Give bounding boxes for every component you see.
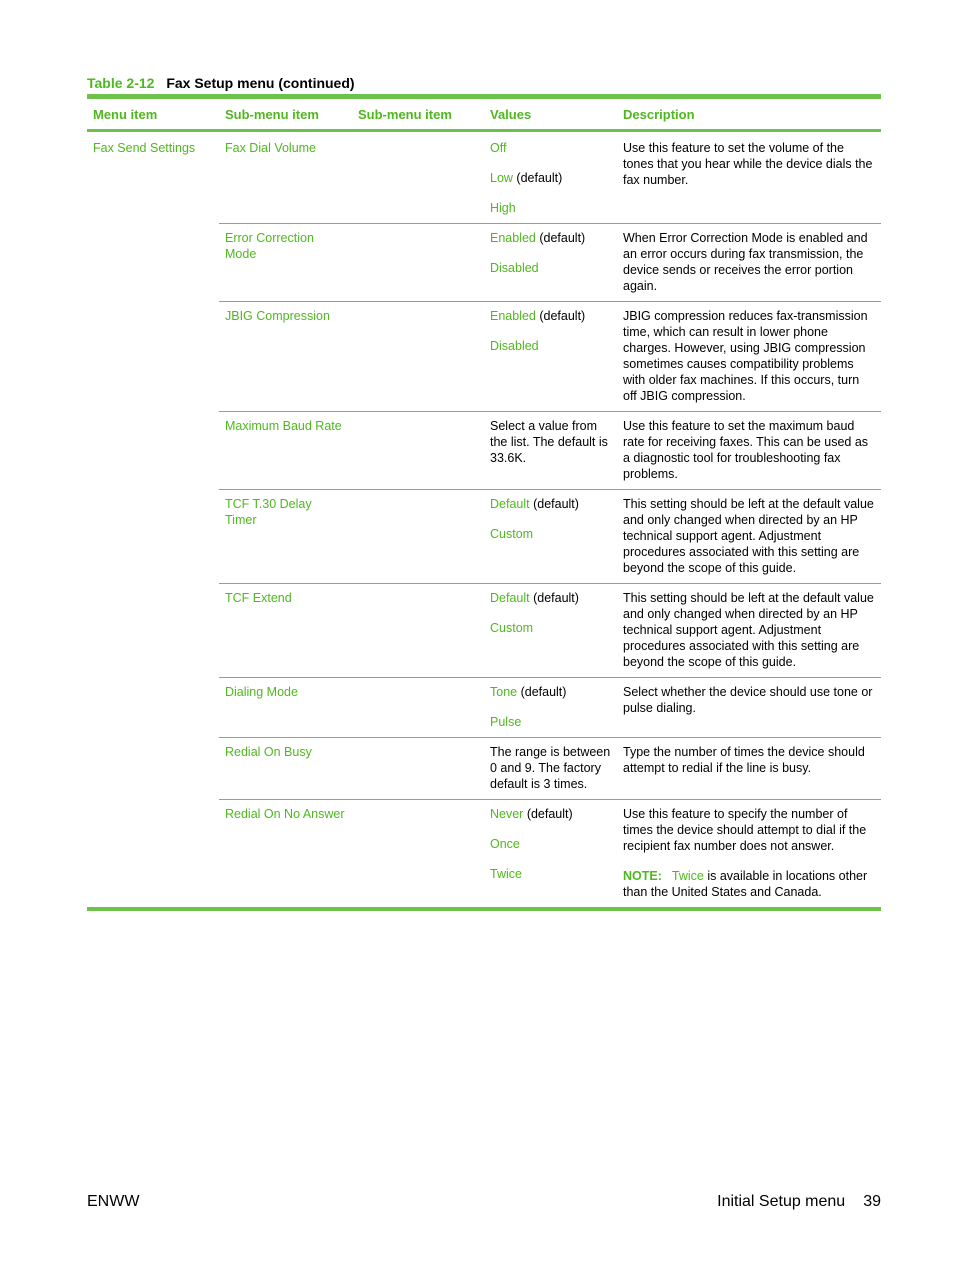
footer-left: ENWW [87, 1193, 140, 1210]
sub-menu-cell [219, 224, 352, 302]
value-option-link[interactable]: Default [490, 497, 530, 511]
header-menu-item: Menu item [93, 106, 158, 122]
sub-menu-cell-2 [352, 131, 484, 224]
sub-menu-cell [219, 738, 352, 800]
note-text: is available in locations other than the United States and Canada. [623, 869, 868, 899]
value-option [490, 496, 611, 512]
values-cell [484, 224, 617, 302]
value-option [490, 230, 611, 246]
values-cell [484, 490, 617, 584]
sub-menu-item-link[interactable]: Error Correction Mode [225, 231, 314, 261]
table-row [87, 584, 881, 678]
value-option-link[interactable]: Disabled [490, 339, 539, 353]
description-text: Use this feature to set the maximum baud rate for receiving faxes. This can be used as a diagnostic tool for troubleshooting fax problems. [623, 419, 869, 481]
menu-item-cell [87, 302, 219, 412]
description-text: JBIG compression reduces fax-transmission time, which can result in lower phone charges. However, using JBIG compression sometimes causes compatibility problems with older fax machines. If this occurs, turn off JBIG compression. [623, 309, 868, 403]
value-option-link[interactable]: Default [490, 591, 530, 605]
sub-menu-cell [219, 490, 352, 584]
menu-item-cell [87, 738, 219, 800]
value-option-link[interactable]: Tone [490, 685, 518, 699]
value-option-suffix: (default) [523, 807, 573, 821]
sub-menu-cell-2 [352, 302, 484, 412]
sub-menu-cell [219, 131, 352, 224]
description-text: Select whether the device should use tone or pulse dialing. [623, 685, 873, 715]
values-cell [484, 302, 617, 412]
sub-menu-item-link[interactable]: TCF Extend [225, 591, 292, 605]
values-cell [484, 678, 617, 738]
value-option [490, 338, 611, 354]
table-number: Table 2-12 [87, 75, 155, 91]
table-row [87, 302, 881, 412]
description-text: When Error Correction Mode is enabled and an error occurs during fax transmission, the device sends or receives the error portion again. [623, 231, 868, 293]
sub-menu-cell-2 [352, 412, 484, 490]
sub-menu-cell [219, 678, 352, 738]
description-text: This setting should be left at the default value and only changed when directed by an HP technical support agent. Adjustment procedures associated with this setting are beyond the scope of this guide. [623, 497, 874, 575]
value-option [490, 200, 611, 216]
header-row [87, 99, 881, 131]
note-term-link[interactable]: Twice [671, 869, 704, 883]
description-cell [617, 224, 881, 302]
values-cell [484, 800, 617, 908]
value-option [490, 684, 611, 700]
header-sub-menu-item-2: Sub-menu item [358, 106, 452, 122]
description-cell [617, 800, 881, 908]
menu-item-cell [87, 490, 219, 584]
value-option [490, 170, 611, 186]
menu-item-cell [87, 584, 219, 678]
sub-menu-cell-2 [352, 678, 484, 738]
description-text: Type the number of times the device should attempt to redial if the line is busy. [623, 745, 865, 775]
value-option-suffix: (default) [535, 309, 586, 323]
description-text: This setting should be left at the default value and only changed when directed by an HP technical support agent. Adjustment procedures associated with this setting are beyond the scope of this guide. [623, 591, 874, 669]
value-option-suffix: (default) [517, 685, 567, 699]
description-text: Use this feature to specify the number of times the device should attempt to dial if the recipient fax number does not answer. [623, 807, 867, 853]
values-cell [484, 584, 617, 678]
sub-menu-item-link[interactable]: Maximum Baud Rate [225, 419, 342, 433]
sub-menu-cell-2 [352, 584, 484, 678]
table-title: Fax Setup menu (continued) [166, 75, 355, 91]
value-option [490, 714, 611, 730]
description-cell [617, 678, 881, 738]
note-label: NOTE: [623, 869, 662, 883]
header-sub-menu-item-1: Sub-menu item [225, 106, 319, 122]
value-option [490, 260, 611, 276]
values-cell [484, 412, 617, 490]
value-option-link[interactable]: Disabled [490, 261, 539, 275]
header-values: Values [490, 106, 532, 122]
values-text: The range is between 0 and 9. The factory default is 3 times. [490, 745, 611, 791]
description-cell [617, 302, 881, 412]
header-description: Description [623, 106, 695, 122]
value-option-link[interactable]: High [490, 201, 516, 215]
value-option [490, 806, 611, 822]
description-cell [617, 131, 881, 224]
menu-item-cell [87, 800, 219, 908]
sub-menu-cell [219, 800, 352, 908]
values-cell [484, 738, 617, 800]
description-text: Use this feature to set the volume of the tones that you hear while the device dials the fax number. [623, 141, 873, 187]
table-row [87, 800, 881, 908]
value-option-link[interactable]: Enabled [490, 309, 536, 323]
value-option [490, 590, 611, 606]
table-row [87, 678, 881, 738]
sub-menu-item-link[interactable]: Fax Dial Volume [225, 141, 317, 155]
table-row [87, 131, 881, 224]
sub-menu-cell [219, 412, 352, 490]
sub-menu-cell-2 [352, 224, 484, 302]
sub-menu-item-link[interactable]: Dialing Mode [225, 685, 298, 699]
table-row [87, 224, 881, 302]
value-option [490, 140, 611, 156]
sub-menu-cell-2 [352, 738, 484, 800]
value-option [490, 836, 611, 852]
description-cell [617, 584, 881, 678]
value-option-link[interactable]: Off [490, 141, 507, 155]
value-option-suffix: (default) [535, 231, 586, 245]
footer-section: Initial Setup menu [717, 1193, 846, 1210]
footer-right [717, 1193, 881, 1211]
sub-menu-item-link[interactable]: TCF T.30 Delay Timer [225, 497, 312, 527]
value-option [490, 526, 611, 542]
value-option-link[interactable]: Custom [490, 527, 534, 541]
page-number: 39 [863, 1193, 881, 1210]
value-option-link[interactable]: Once [490, 837, 520, 851]
description-cell [617, 738, 881, 800]
table-caption [87, 75, 355, 91]
value-option-link[interactable]: Enabled [490, 231, 536, 245]
values-text: Select a value from the list. The default is 33.6K. [490, 419, 608, 465]
sub-menu-cell [219, 584, 352, 678]
sub-menu-cell-2 [352, 800, 484, 908]
value-option-link[interactable]: Twice [490, 867, 522, 881]
value-option-link[interactable]: Pulse [490, 715, 522, 729]
menu-item-link[interactable]: Fax Send Settings [93, 141, 196, 155]
note [623, 868, 875, 900]
value-option-link[interactable]: Custom [490, 621, 534, 635]
table-row [87, 738, 881, 800]
menu-item-cell [87, 131, 219, 224]
sub-menu-cell [219, 302, 352, 412]
sub-menu-item-link[interactable]: Redial On No Answer [225, 807, 345, 821]
value-option-link[interactable]: Never [490, 807, 524, 821]
value-option [490, 620, 611, 636]
table-row [87, 412, 881, 490]
description-cell [617, 412, 881, 490]
value-option-suffix: (default) [529, 591, 579, 605]
value-option-link[interactable]: Low [490, 171, 513, 185]
fax-setup-table [87, 94, 881, 911]
sub-menu-item-link[interactable]: Redial On Busy [225, 745, 312, 759]
values-cell [484, 131, 617, 224]
bottom-rule [87, 907, 881, 911]
menu-item-cell [87, 678, 219, 738]
value-option [490, 308, 611, 324]
description-cell [617, 490, 881, 584]
table-row [87, 490, 881, 584]
menu-item-cell [87, 412, 219, 490]
sub-menu-item-link[interactable]: JBIG Compression [225, 309, 330, 323]
value-option-suffix: (default) [512, 171, 563, 185]
menu-item-cell [87, 224, 219, 302]
value-option [490, 866, 611, 882]
value-option-suffix: (default) [529, 497, 579, 511]
sub-menu-cell-2 [352, 490, 484, 584]
